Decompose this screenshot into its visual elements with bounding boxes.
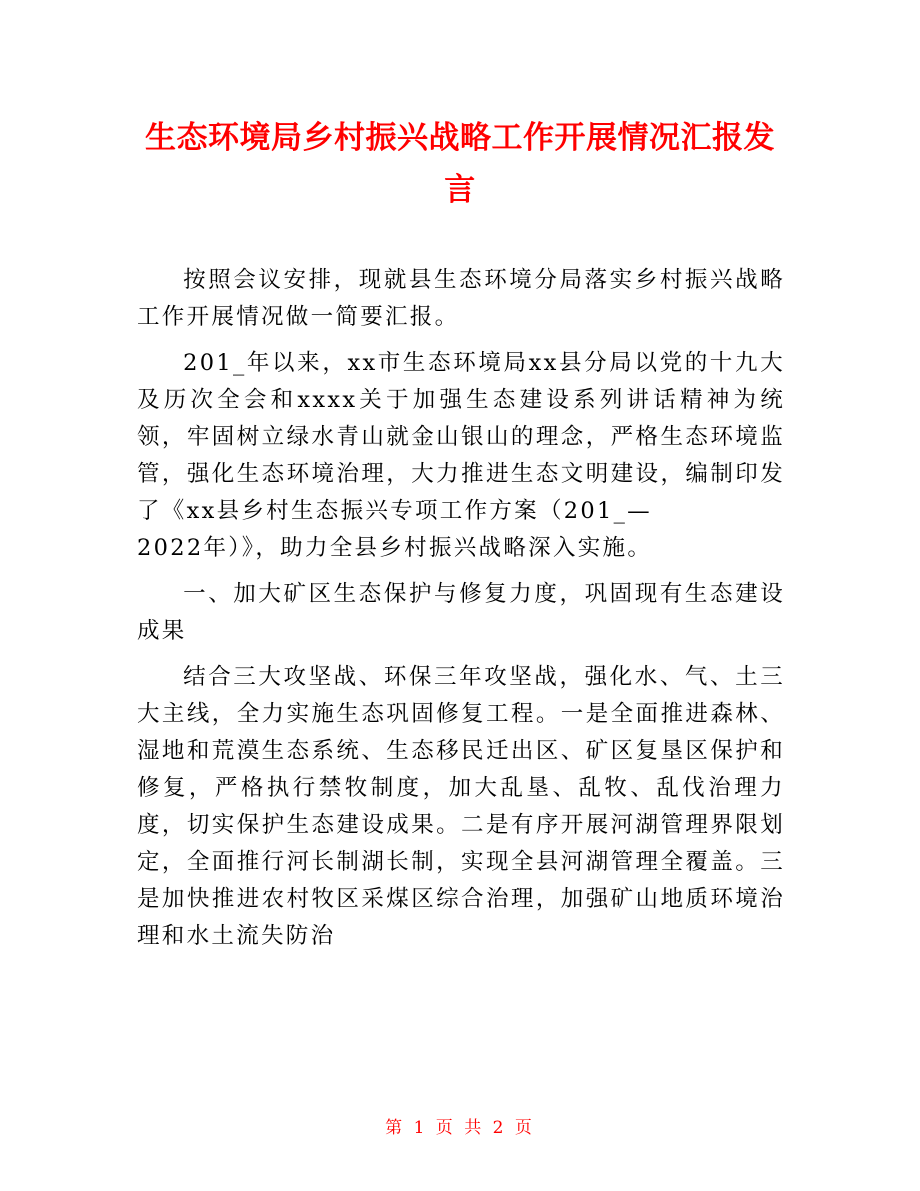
paragraph-overview-tail: 2022年）》，助力全县乡村振兴战略深入实施。 — [137, 535, 653, 561]
paragraph-overview — [137, 345, 785, 530]
page-number-label: 第 1 页 共 2 页 — [385, 1118, 535, 1138]
paragraph-overview-continued — [137, 530, 785, 567]
paragraph-intro: 按照会议安排，现就县生态环境分局落实乡村振兴战略工作开展情况做一简要汇报。 — [137, 267, 785, 330]
page-footer — [0, 1113, 920, 1138]
document-body — [137, 262, 785, 964]
section-heading-1: 一、加大矿区生态保护与修复力度，巩固现有生态建设成果 — [137, 581, 785, 644]
document-title: 生态环境局乡村振兴战略工作开展情况汇报发言 — [145, 120, 775, 208]
paragraph-overview-text: 201_年以来，xx市生态环境局xx县分局以党的十九大及历次全会和xxxx关于加强生态建设系列讲话精神为统领，牢固树立绿水青山就金山银山的理念，严格生态环境监管，强化生态环境治理，大力推进生态文明建设，编制印发了《xx县乡村生态振兴专项工作方案（201_— — [137, 350, 785, 524]
paragraph-section-1: 结合三大攻坚战、环保三年攻坚战，强化水、气、土三大主线，全力实施生态巩固修复工程。一是全面推进森林、湿地和荒漠生态系统、生态移民迁出区、矿区复垦区保护和修复，严格执行禁牧制度，加大乱垦、乱牧、乱伐治理力度，切实保护生态建设成果。二是有序开展河湖管理界限划定，全面推行河长制湖长制，实现全县河湖管理全覆盖。三是加快推进农村牧区采煤区综合治理，加强矿山地质环境治理和水土流失防治 — [137, 664, 785, 949]
